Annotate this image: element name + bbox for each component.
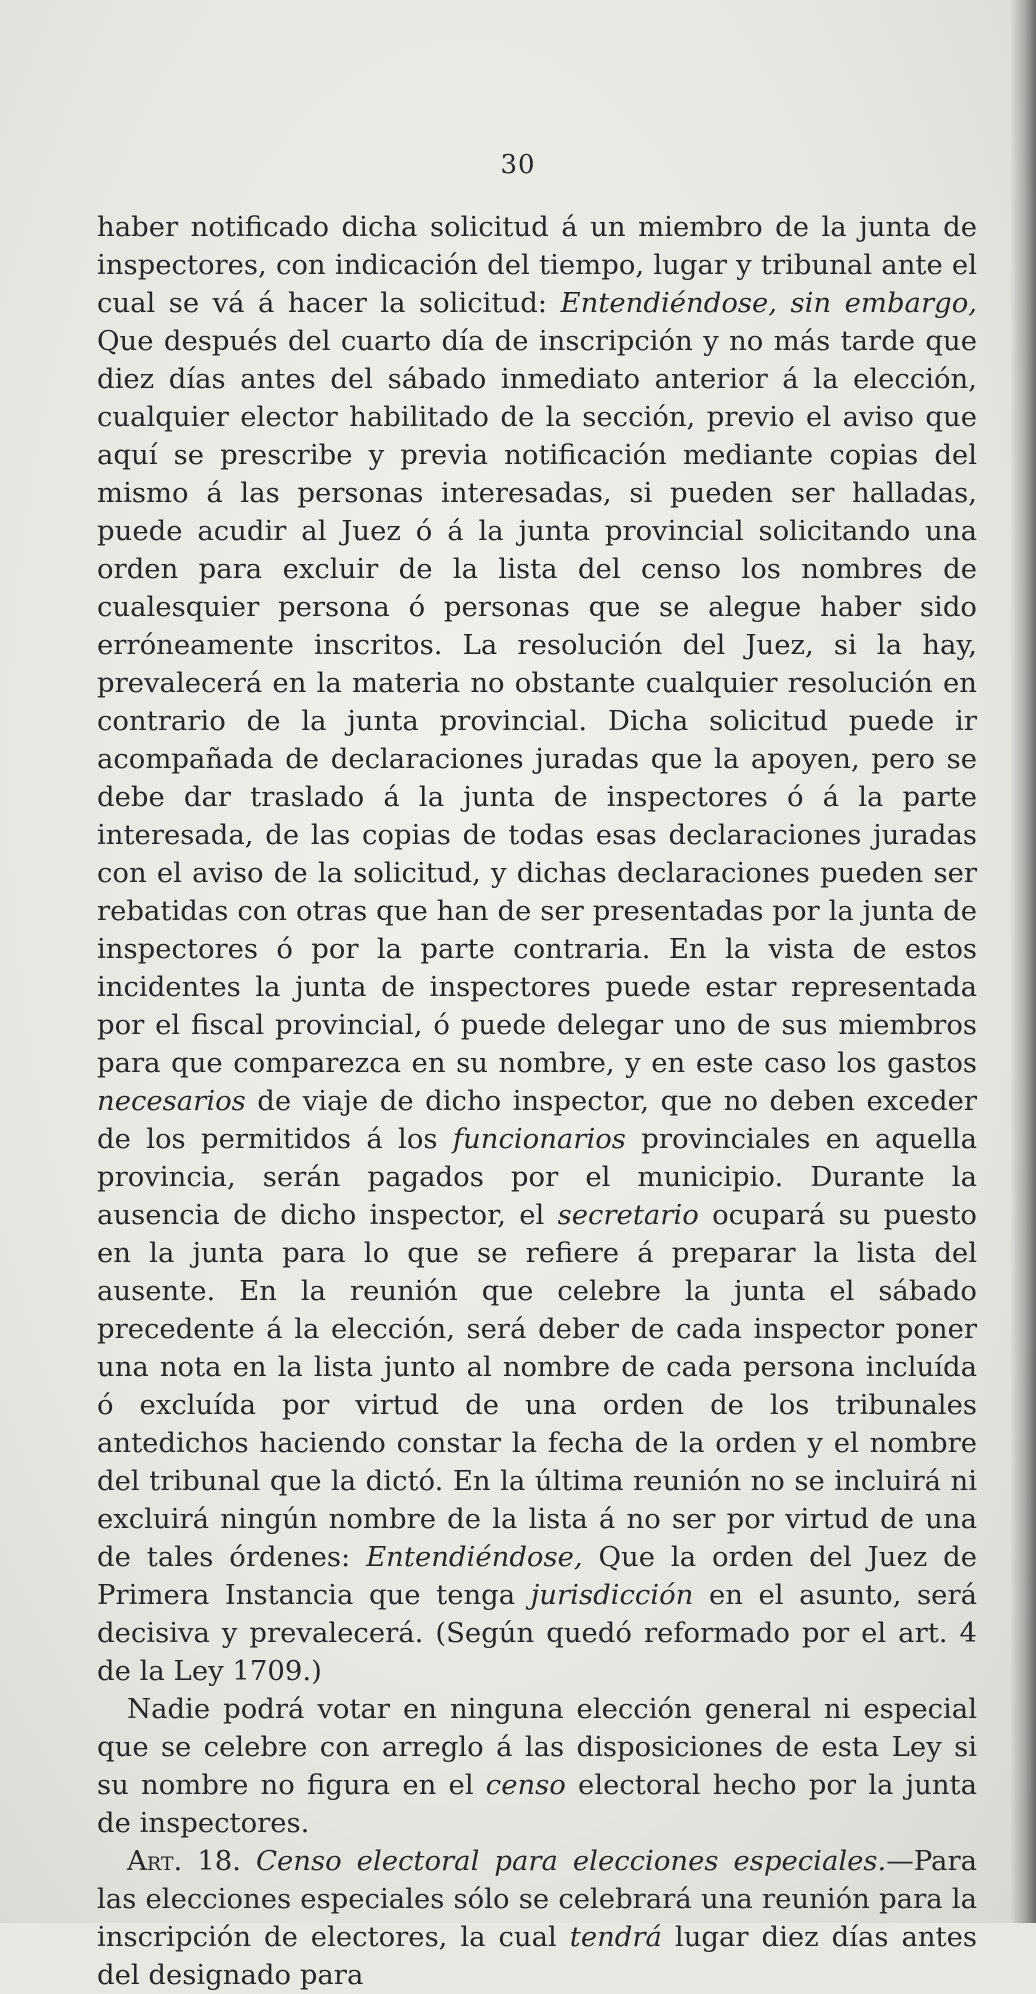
italic-run: necesarios xyxy=(97,1085,246,1117)
text-run: lugar diez días antes del designado para xyxy=(97,1921,977,1991)
text-run: de viaje de dicho inspector, que no deben exceder de los permitidos á los xyxy=(97,1085,977,1155)
article-label: Art. xyxy=(127,1845,183,1877)
text-run: Que después del cuarto día de inscripción y no más tarde que diez días antes del sábado inmediato anterior á la elección, cualquier elector habilitado de la sección, previo el aviso que aquí se prescribe y previa notificación mediante copias del mismo á las personas interesadas, si pueden ser halladas, puede acudir al Juez ó á la junta provincial solicitando una orden para excluir de la lista del censo los nombres de cualesquier persona ó personas que se alegue haber sido erróneamente inscritos. La resolución del Juez, si la hay, prevalecerá en la materia no obstante cualquier resolución en contrario de la junta provincial. Dicha solicitud puede ir acompañada de declaraciones juradas que la apoyen, pero se debe dar traslado á la junta de inspectores ó á la parte interesada, de las copias de todas esas declaraciones juradas con el aviso de la solicitud, y dichas declaraciones pueden ser rebatidas con otras que han de ser presentadas por la junta de inspectores ó por la parte contraria. En la vista de estos incidentes la junta de inspectores puede estar representada por el fiscal provincial, ó puede delegar uno de sus miembros para que comparezca en su nombre, y en este caso los gastos xyxy=(97,325,977,1079)
italic-run: Entendiéndose, xyxy=(366,1541,583,1573)
italic-run: Entendiéndose, sin embargo, xyxy=(560,287,977,319)
italic-run: censo xyxy=(485,1769,566,1801)
body-text xyxy=(97,208,977,1994)
page-number: 30 xyxy=(500,150,536,180)
article-heading: Censo electoral para elecciones especiales. xyxy=(255,1845,887,1877)
paragraph-2 xyxy=(97,1690,977,1842)
text-run: en el asunto, será decisiva y prevalecerá. (Según quedó reformado por el art. 4 de la Ley 1709.) xyxy=(97,1579,977,1687)
text-run: Nadie podrá votar en ninguna elección general ni especial que se celebre con arreglo á las disposiciones de esta Ley si su nombre no figura en el xyxy=(97,1693,977,1801)
paragraph-3 xyxy=(97,1842,977,1994)
article-number: 18. xyxy=(182,1845,256,1877)
page-edge-shadow xyxy=(1010,0,1036,1923)
text-run: provinciales en aquella provincia, serán pagados por el municipio. Durante la ausencia de dicho inspector, el xyxy=(97,1123,977,1231)
text-run: Que la orden del Juez de Primera Instancia que tenga xyxy=(97,1541,977,1611)
italic-run: secretario xyxy=(557,1199,699,1231)
italic-run: tendrá xyxy=(569,1921,662,1953)
italic-run: funcionarios xyxy=(452,1123,626,1155)
text-run: haber notificado dicha solicitud á un miembro de la junta de inspectores, con indicación del tiempo, lugar y tribunal ante el cual se vá á hacer la solicitud: xyxy=(97,211,977,319)
paragraph-1 xyxy=(97,208,977,1690)
text-run: ocupará su puesto en la junta para lo que se refiere á preparar la lista del ausente. En la reunión que celebre la junta el sábado precedente á la elección, será deber de cada inspector poner una nota en la lista junto al nombre de cada persona incluída ó excluída por virtud de una orden de los tribunales antedichos haciendo constar la fecha de la orden y el nombre del tribunal que la dictó. En la última reunión no se incluirá ni excluirá ningún nombre de la lista á no ser por virtud de una de tales órdenes: xyxy=(97,1199,977,1573)
italic-run: jurisdicción xyxy=(530,1579,694,1611)
text-run: —Para las elecciones especiales sólo se celebrará una reunión para la inscripción de electores, la cual xyxy=(97,1845,977,1953)
text-run: electoral hecho por la junta de inspectores. xyxy=(97,1769,977,1839)
